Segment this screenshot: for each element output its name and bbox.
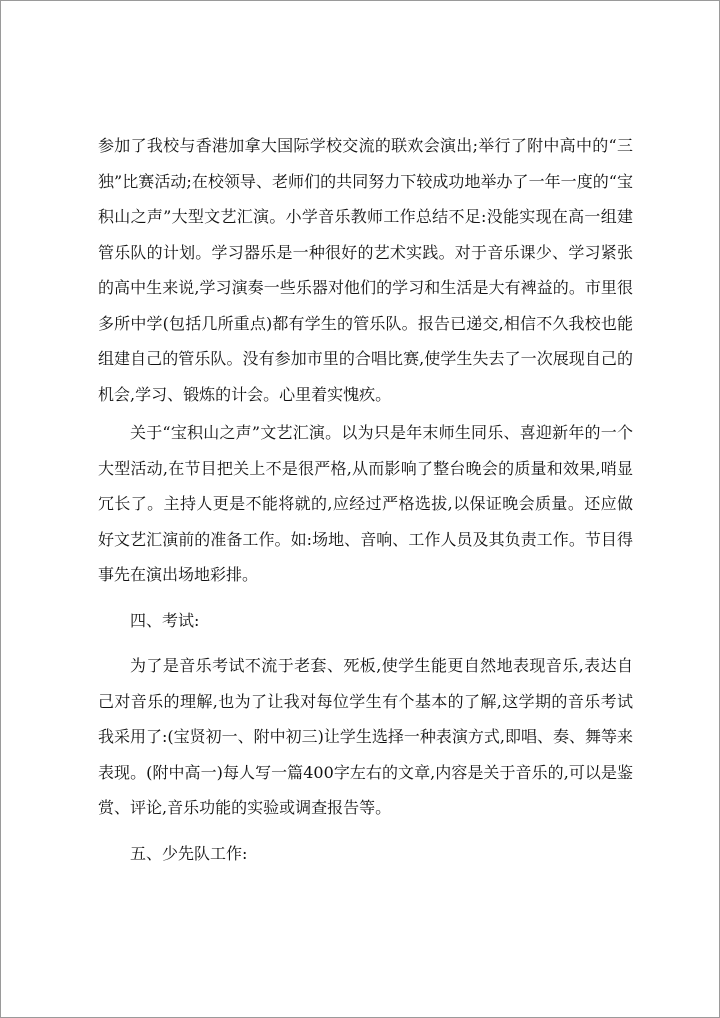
paragraph-performances-shortcomings: 参加了我校与香港加拿大国际学校交流的联欢会演出;举行了附中高中的“三独”比赛活动;在校领导、老师们的共同努力下较成功地举办了一年一度的“宝积山之声”大型文艺汇演。小学音乐教师工作总结不足:没能实现在高一组建管乐队的计划。学习器乐是一种很好的艺术实践。对于音乐课少、学习紧张的高中生来说,学习演奏一些乐器对他们的学习和生活是大有裨益的。市里很多所中学(包括几所重点)都有学生的管乐队。报告已递交,相信不久我校也能组建自己的管乐队。没有参加市里的合唱比赛,使学生失去了一次展现自己的机会,学习、锻炼的计会。心里着实愧疚。	[98, 136, 633, 404]
paragraph-exam-method: 为了是音乐考试不流于老套、死板,使学生能更自然地表现音乐,表达自己对音乐的理解,也为了让我对每位学生有个基本的了解,这学期的音乐考试我采用了:(宝贤初一、附中初三)让学生选择一种表演方式,即唱、奏、舞等来表现。(附中高一)每人写一篇400字左右的文章,内容是关于音乐的,可以是鉴赏、评论,音乐功能的实验或调查报告等。	[98, 656, 633, 817]
paragraph-gala-reflection: 关于“宝积山之声”文艺汇演。以为只是年末师生同乐、喜迎新年的一个大型活动,在节目把关上不是很严格,从而影响了整台晚会的质量和效果,哨显冗长了。主持人更是不能将就的,应经过严格选拔,以保证晚会质量。还应做好文艺汇演前的准备工作。如:场地、音响、工作人员及其负责工作。节目得事先在演出场地彩排。	[98, 423, 633, 584]
section-heading-young-pioneers: 五、少先队工作:	[130, 843, 248, 863]
document-body	[98, 128, 633, 881]
section-heading-exams: 四、考试:	[130, 610, 200, 630]
